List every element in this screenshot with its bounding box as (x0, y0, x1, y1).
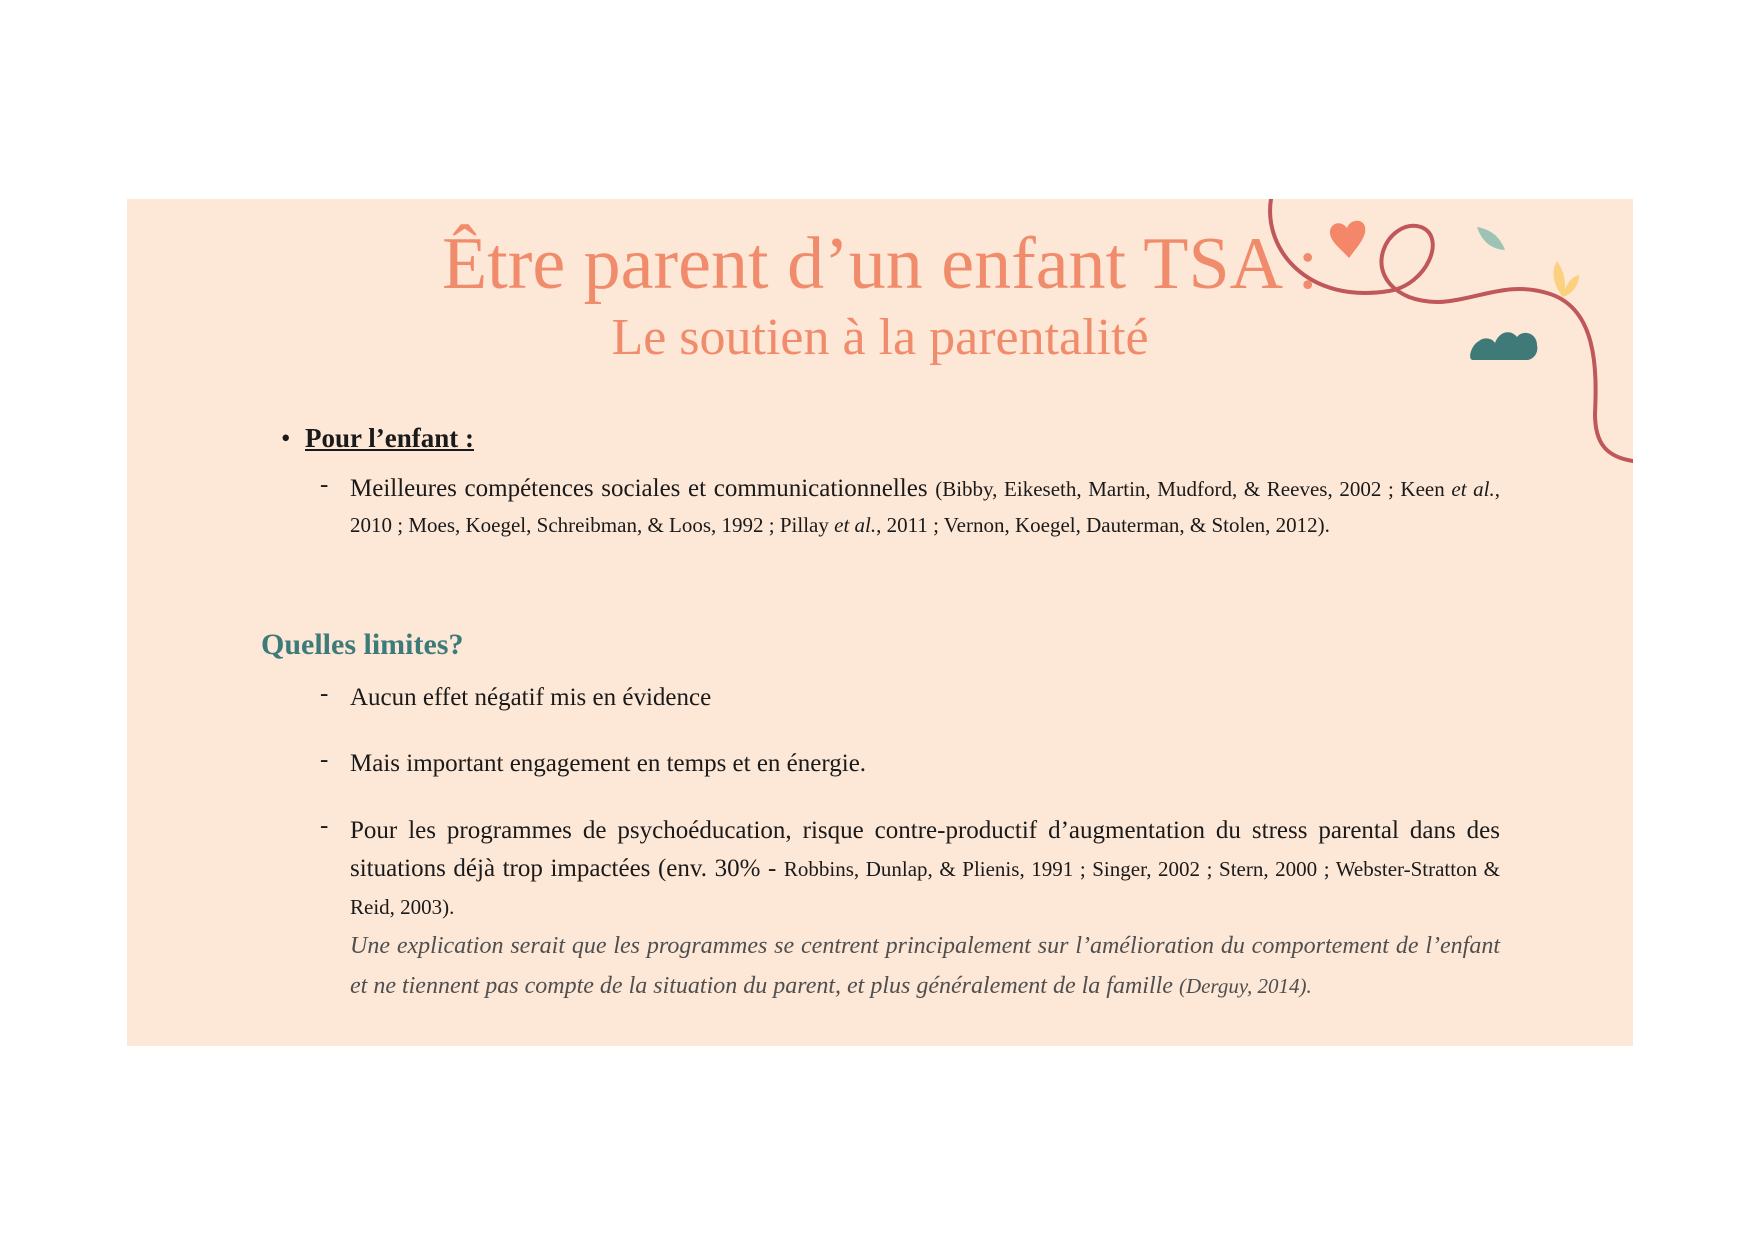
slide-title: Être parent d’un enfant TSA : (441, 223, 1319, 305)
list-item-psychoeducation (320, 812, 1626, 1006)
slide (127, 199, 1633, 1046)
item-text: Aucun effet négatif mis en évidence (350, 684, 712, 711)
dash-marker: - (320, 812, 329, 839)
list-item-social-skills (320, 471, 1626, 543)
item-text: Meilleures compétences sociales et communicationnelles (350, 475, 936, 502)
citation-etal: et al. (834, 513, 877, 537)
item-text: Pour les programmes de psychoéducation, risque contre-productif d’augmentation du stress parental dans des situations déjà trop impactées (env. 30% - (350, 817, 1500, 882)
note-citation: (Derguy, 2014). (1178, 974, 1312, 998)
slide-subtitle: Le soutien à la parentalité (611, 309, 1149, 366)
item-paragraph (350, 471, 1500, 543)
section-title: Quelles limites? (261, 628, 464, 661)
list-item-no-negative-effect (320, 680, 1626, 716)
citation: (Bibby, Eikeseth, Martin, Mudford, & Reeves, 2002 ; Keen (935, 477, 1452, 501)
citation: Robbins, Dunlap, & Plienis, 1991 ; Singer, 2002 ; Stern, 2000 ; Webster-Stratton & Reid, 2003). (350, 857, 1501, 919)
bullet-heading: Pour l’enfant : (305, 423, 474, 453)
dash-marker: - (320, 471, 329, 498)
explanation-note (350, 926, 1500, 1006)
citation: , 2010 ; Moes, Koegel, Schreibman, & Loos, 1992 ; Pillay (350, 477, 1500, 537)
bullet-dot: • (281, 423, 291, 453)
citation-etal: et al. (1451, 477, 1495, 501)
note-text: Une explication serait que les programmes se centrent principalement sur l’amélioration du comportement de l’enfant et ne tiennent pas compte de la situation du parent, et plus généralement de la famille (350, 933, 1500, 999)
item-paragraph (350, 812, 1500, 926)
dash-marker: - (320, 680, 329, 707)
dash-marker: - (320, 746, 329, 773)
item-text: Mais important engagement en temps et en énergie. (350, 750, 867, 777)
list-item-engagement (320, 746, 1626, 782)
citation: , 2011 ; Vernon, Koegel, Dauterman, & Stolen, 2012). (876, 513, 1330, 537)
